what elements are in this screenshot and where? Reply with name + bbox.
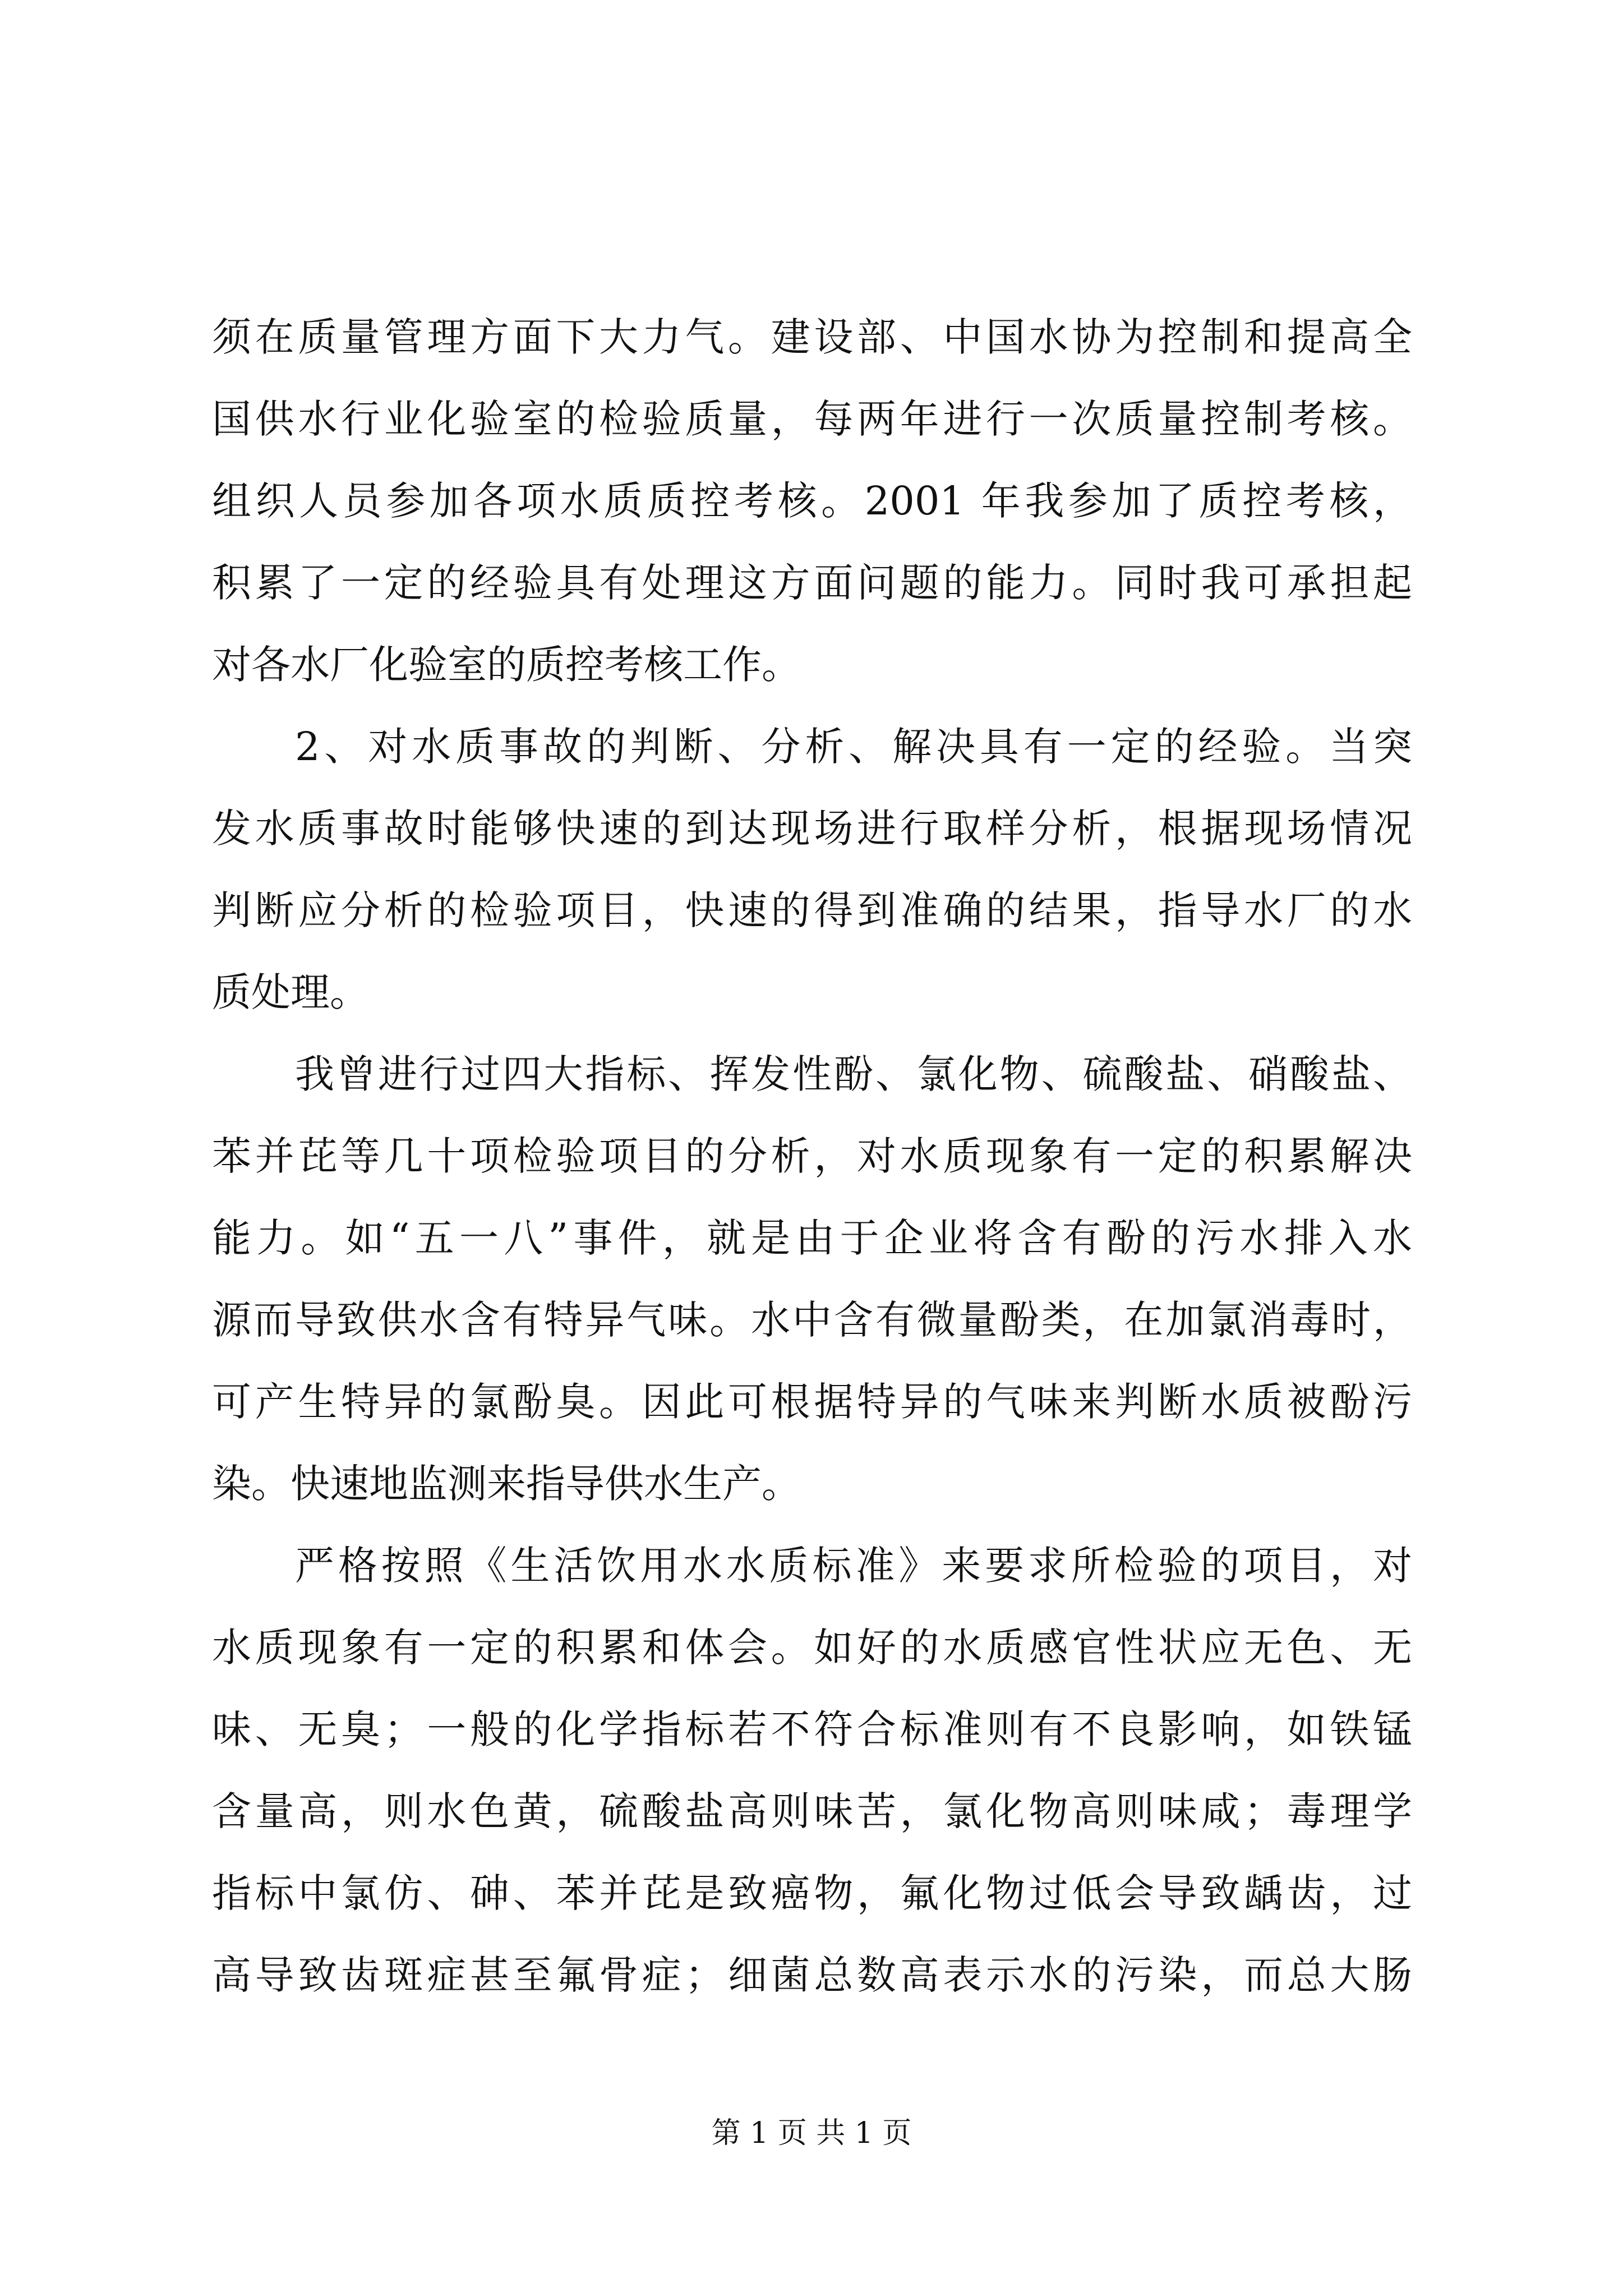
text-line: 苯并芘等几十项检验项目的分析，对水质现象有一定的积累解决 xyxy=(212,1133,1412,1179)
text-line: 严格按照《生活饮用水水质标准》来要求所检验的项目，对 xyxy=(295,1543,1412,1589)
text-line: 判断应分析的检验项目，快速的得到准确的结果，指导水厂的水 xyxy=(212,887,1412,933)
text-line: 染。快速地监测来指导供水生产。 xyxy=(212,1461,801,1507)
text-line: 指标中氯仿、砷、苯并芘是致癌物，氟化物过低会导致龋齿，过 xyxy=(212,1870,1412,1916)
text-line: 水质现象有一定的积累和体会。如好的水质感官性状应无色、无 xyxy=(212,1625,1412,1671)
text-line: 含量高，则水色黄，硫酸盐高则味苦，氯化物高则味咸；毒理学 xyxy=(212,1788,1412,1834)
text-line: 能力。如“五一八”事件，就是由于企业将含有酚的污水排入水 xyxy=(212,1215,1412,1261)
text-line: 我曾进行过四大指标、挥发性酚、氯化物、硫酸盐、硝酸盐、 xyxy=(295,1051,1412,1097)
text-line: 积累了一定的经验具有处理这方面问题的能力。同时我可承担起 xyxy=(212,560,1412,606)
text-line: 质处理。 xyxy=(212,969,369,1015)
text-line: 须在质量管理方面下大力气。建设部、中国水协为控制和提高全 xyxy=(212,314,1412,360)
text-line: 国供水行业化验室的检验质量，每两年进行一次质量控制考核。 xyxy=(212,396,1412,442)
page-footer: 第 1 页 共 1 页 xyxy=(711,2116,912,2150)
text-line: 发水质事故时能够快速的到达现场进行取样分析，根据现场情况 xyxy=(212,806,1412,852)
text-line: 对各水厂化验室的质控考核工作。 xyxy=(212,642,801,688)
text-line: 可产生特异的氯酚臭。因此可根据特异的气味来判断水质被酚污 xyxy=(212,1379,1412,1425)
text-line: 高导致齿斑症甚至氟骨症；细菌总数高表示水的污染，而总大肠 xyxy=(212,1952,1412,1998)
text-line: 源而导致供水含有特异气味。水中含有微量酚类，在加氯消毒时， xyxy=(212,1297,1412,1343)
body-text xyxy=(212,296,1412,2016)
text-line: 味、无臭；一般的化学指标若不符合标准则有不良影响，如铁锰 xyxy=(212,1706,1412,1752)
text-line: 组织人员参加各项水质质控考核。2001 年我参加了质控考核， xyxy=(212,478,1412,524)
text-line: 2、对水质事故的判断、分析、解决具有一定的经验。当突 xyxy=(295,724,1412,770)
